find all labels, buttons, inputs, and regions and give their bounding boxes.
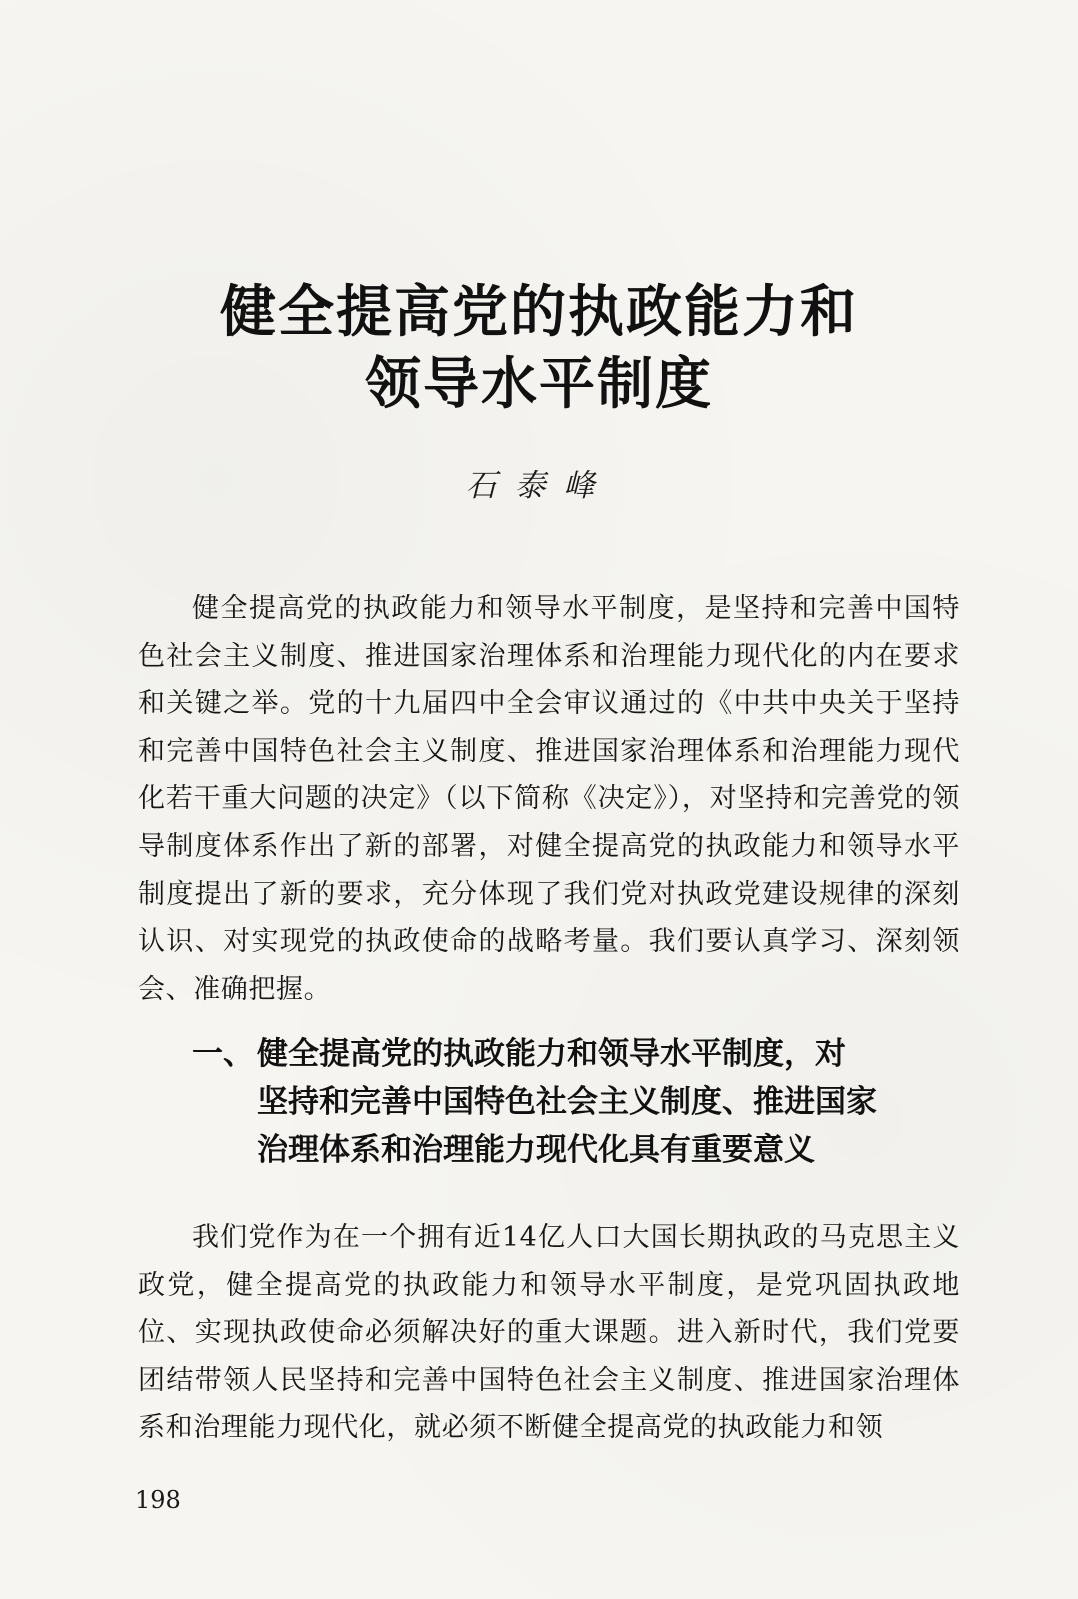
section-heading-line-2: 坚持和完善中国特色社会主义制度、推进国家: [257, 1084, 877, 1120]
author-name: 石泰峰: [465, 468, 613, 504]
body-paragraph-1: 健全提高党的执政能力和领导水平制度，是坚持和完善中国特色社会主义制度、推进国家治理体系和治理能力现代化的内在要求和关键之举。党的十九届四中全会审议通过的《中共中央关于坚持和完善中国特色社会主义制度、推进国家治理体系和治理能力现代化若干重大问题的决定》（以下简称《决定》），对坚持和完善党的领导制度体系作出了新的部署，对健全提高党的执政能力和领导水平制度提出了新的要求，充分体现了我们党对执政党建设规律的深刻认识、对实现党的执政使命的战略考量。我们要认真学习、深刻领会、准确把握。: [138, 593, 960, 1005]
article-title-line-1: 健全提高党的执政能力和: [220, 279, 858, 345]
section-number: 一、: [192, 1036, 254, 1072]
page-number: 198: [135, 1486, 181, 1514]
section-heading-line-1: 健全提高党的执政能力和领导水平制度，对: [257, 1036, 846, 1072]
article-title-line-2: 领导水平制度: [365, 351, 713, 417]
body-paragraph-2: 我们党作为在一个拥有近14亿人口大国长期执政的马克思主义政党，健全提高党的执政能力和领导水平制度，是党巩固执政地位、实现执政使命必须解决好的重大课题。进入新时代，我们党要团结带领人民坚持和完善中国特色社会主义制度、推进国家治理体系和治理能力现代化，就必须不断健全提高党的执政能力和领: [138, 1222, 960, 1444]
section-heading-line-3: 治理体系和治理能力现代化具有重要意义: [257, 1132, 815, 1168]
section-heading-text: [257, 1030, 912, 1174]
